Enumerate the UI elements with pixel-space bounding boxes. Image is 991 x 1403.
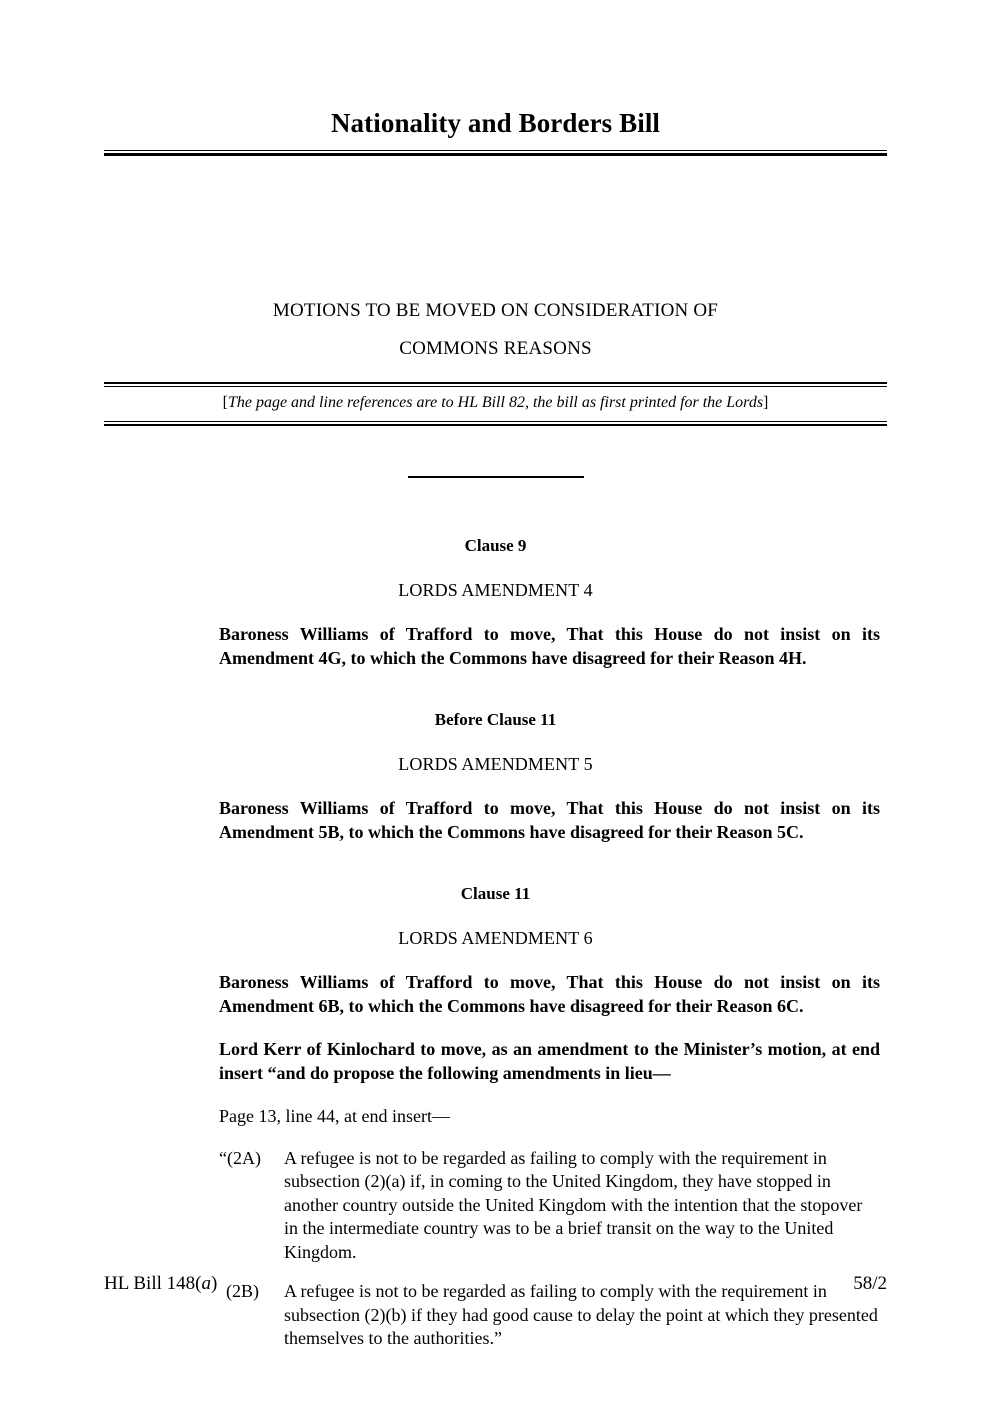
- bill-number-suffix-letter: a: [201, 1273, 211, 1294]
- subparagraph-marker: (2B): [226, 1281, 259, 1301]
- spacer: [0, 1085, 991, 1105]
- section-divider-rule: [408, 476, 584, 478]
- amendment-heading: LORDS AMENDMENT 5: [398, 754, 593, 774]
- bill-number-prefix: HL Bill 148(: [104, 1273, 202, 1294]
- page-line-reference-note: [0, 394, 991, 412]
- note-rule-below: [104, 421, 887, 426]
- motions-heading: [0, 292, 991, 368]
- spacer: [0, 1129, 991, 1147]
- section-before-clause-11: [0, 710, 991, 844]
- amendment-heading: LORDS AMENDMENT 4: [398, 580, 593, 600]
- main-content: [0, 536, 991, 1351]
- clause-heading: Before Clause 11: [434, 710, 557, 729]
- note-close-bracket: ]: [763, 394, 769, 411]
- spacer: [0, 844, 991, 884]
- spacer: [0, 730, 991, 754]
- motions-heading-line-1: MOTIONS TO BE MOVED ON CONSIDERATION OF: [272, 300, 719, 321]
- motion-paragraph: Baroness Williams of Trafford to move, That this House do not insist on its Amendment 6B, to which the Commons have disagreed for their Reason 6C.: [219, 972, 880, 1016]
- amendment-heading: LORDS AMENDMENT 6: [398, 928, 593, 948]
- rule-thin-line: [104, 386, 887, 387]
- clause-heading: Clause 9: [464, 536, 527, 555]
- note-rule-above: [104, 382, 887, 387]
- motions-heading-line-2: COMMONS REASONS: [399, 338, 592, 359]
- rule-thick-line: [104, 153, 887, 156]
- bill-number: [104, 1273, 217, 1295]
- note-text: The page and line references are to HL Bill 82, the bill as first printed for the Lords: [227, 394, 764, 411]
- page-title: Nationality and Borders Bill: [330, 108, 661, 138]
- motion-paragraph: Baroness Williams of Trafford to move, That this House do not insist on its Amendment 5B, to which the Commons have disagreed for their Reason 5C.: [219, 798, 880, 842]
- spacer: [0, 949, 991, 971]
- secondary-motion-paragraph: Lord Kerr of Kinlochard to move, as an amendment to the Minister’s motion, at end insert “and do propose the following amendments in lieu—: [219, 1039, 880, 1083]
- clause-heading: Clause 11: [460, 884, 531, 903]
- subparagraph-text: A refugee is not to be regarded as failing to comply with the requirement in subsection (2)(a) if, in coming to the United Kingdom, they have stopped in another country outside the United Kingdom with the intention that the stopover in the intermediate country was to be a brief transit on the way to the United Kingdom.: [284, 1147, 863, 1262]
- bill-number-close-paren: ): [210, 1273, 218, 1294]
- page-footer: [104, 1273, 887, 1295]
- spacer: [0, 1018, 991, 1038]
- spacer: [0, 904, 991, 928]
- title-divider-rule: [104, 150, 887, 156]
- spacer: [0, 601, 991, 623]
- insert-reference-line: Page 13, line 44, at end insert—: [219, 1106, 450, 1126]
- motion-paragraph: Baroness Williams of Trafford to move, That this House do not insist on its Amendment 4G, to which the Commons have disagreed for their Reason 4H.: [219, 624, 880, 668]
- section-clause-9: [0, 536, 991, 670]
- rule-thick-line: [104, 424, 887, 426]
- page-number: 58/2: [853, 1273, 887, 1294]
- spacer: [0, 670, 991, 710]
- subparagraph-2a: [219, 1147, 880, 1265]
- subparagraph-marker: “(2A): [219, 1147, 261, 1168]
- spacer: [0, 775, 991, 797]
- spacer: [0, 556, 991, 580]
- subparagraph-text: A refugee is not to be regarded as failing to comply with the requirement in subsection (2)(b) if they had good cause to delay the point at which they presented themselves to the authorities.”: [284, 1281, 878, 1348]
- note-open-bracket: [: [222, 394, 228, 411]
